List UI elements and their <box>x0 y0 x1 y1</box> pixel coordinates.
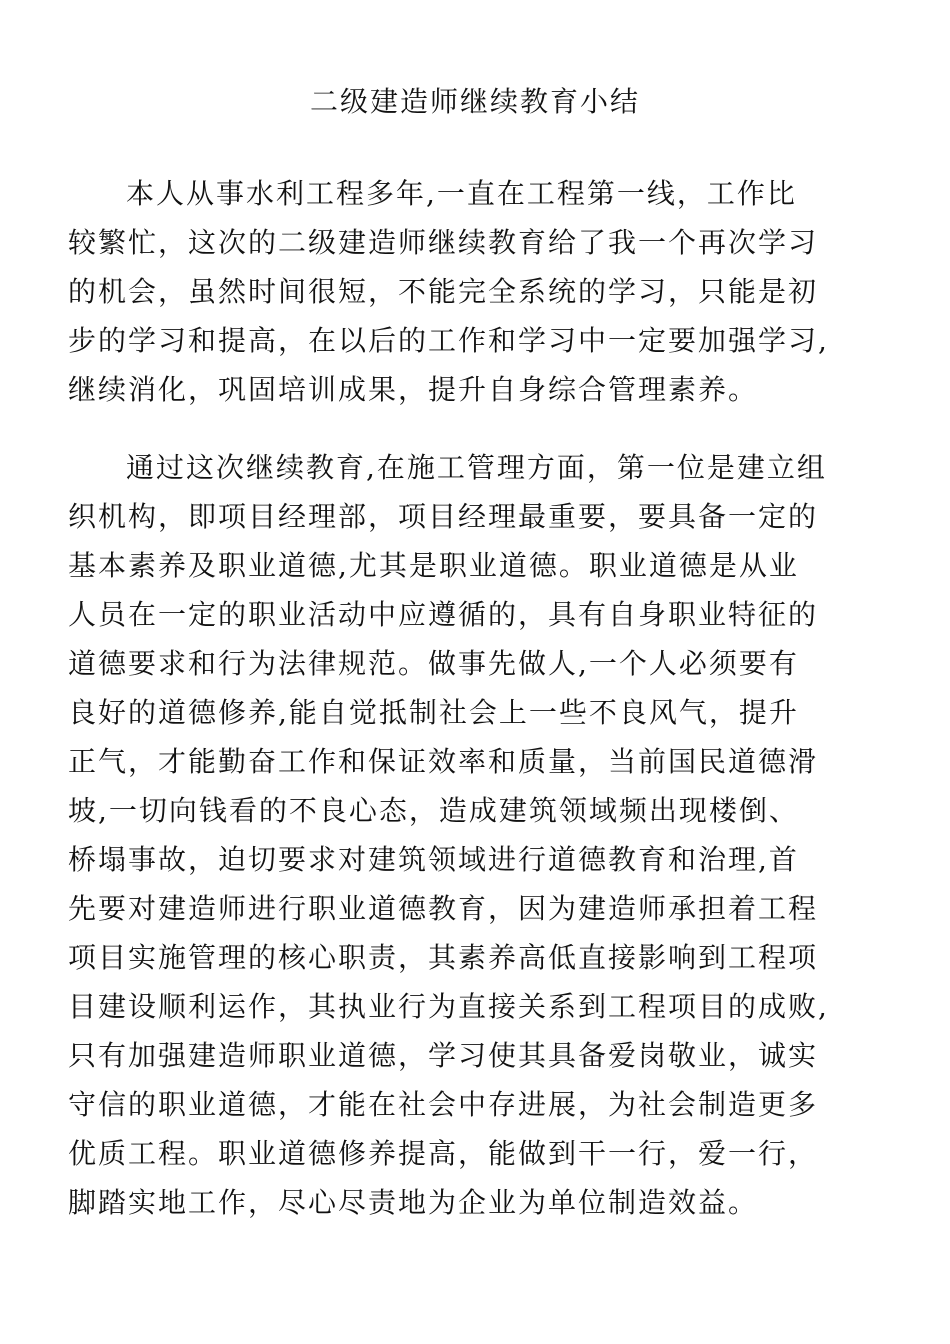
paragraph-2-line-16: 脚踏实地工作，尽心尽责地为企业为单位制造效益。 <box>68 1186 759 1219</box>
paragraph-2-line-5: 道德要求和行为法律规范。做事先做人,一个人必须要有 <box>68 647 799 680</box>
paragraph-2-line-11: 项目实施管理的核心职责，其素养高低直接影响到工程项 <box>68 941 819 974</box>
paragraph-2-line-2: 织机构，即项目经理部，项目经理最重要，要具备一定的 <box>68 500 819 533</box>
paragraph-2-line-1: 通过这次继续教育,在施工管理方面，第一位是建立组 <box>126 451 827 484</box>
paragraph-2-line-12: 目建设顺利运作，其执业行为直接关系到工程项目的成败, <box>68 990 829 1023</box>
paragraph-1-line-4: 步的学习和提高，在以后的工作和学习中一定要加强学习, <box>68 324 829 357</box>
paragraph-2-line-15: 优质工程。职业道德修养提高，能做到干一行，爱一行， <box>68 1137 819 1170</box>
paragraph-1-line-2: 较繁忙，这次的二级建造师继续教育给了我一个再次学习 <box>68 226 819 259</box>
paragraph-1-line-3: 的机会，虽然时间很短，不能完全系统的学习，只能是初 <box>68 275 819 308</box>
paragraph-2-line-3: 基本素养及职业道德,尤其是职业道德。职业道德是从业 <box>68 549 799 582</box>
paragraph-2-line-9: 桥塌事故，迫切要求对建筑领域进行道德教育和治理,首 <box>68 843 799 876</box>
paragraph-2-line-4: 人员在一定的职业活动中应遵循的，具有自身职业特征的 <box>68 598 819 631</box>
paragraph-2-line-13: 只有加强建造师职业道德，学习使其具备爱岗敬业，诚实 <box>68 1039 819 1072</box>
paragraph-2-line-8: 坡,一切向钱看的不良心态，造成建筑领域频出现楼倒、 <box>68 794 799 827</box>
paragraph-1-line-5: 继续消化，巩固培训成果，提升自身综合管理素养。 <box>68 373 759 406</box>
paragraph-2-line-7: 正气，才能勤奋工作和保证效率和质量，当前国民道德滑 <box>68 745 819 778</box>
paragraph-1-line-1: 本人从事水利工程多年,一直在工程第一线，工作比 <box>126 177 797 210</box>
paragraph-2-line-10: 先要对建造师进行职业道德教育，因为建造师承担着工程 <box>68 892 819 925</box>
paragraph-2-line-6: 良好的道德修养,能自觉抵制社会上一些不良风气，提升 <box>68 696 799 729</box>
document-title: 二级建造师继续教育小结 <box>309 85 640 118</box>
paragraph-2-line-14: 守信的职业道德，才能在社会中存进展，为社会制造更多 <box>68 1088 819 1121</box>
